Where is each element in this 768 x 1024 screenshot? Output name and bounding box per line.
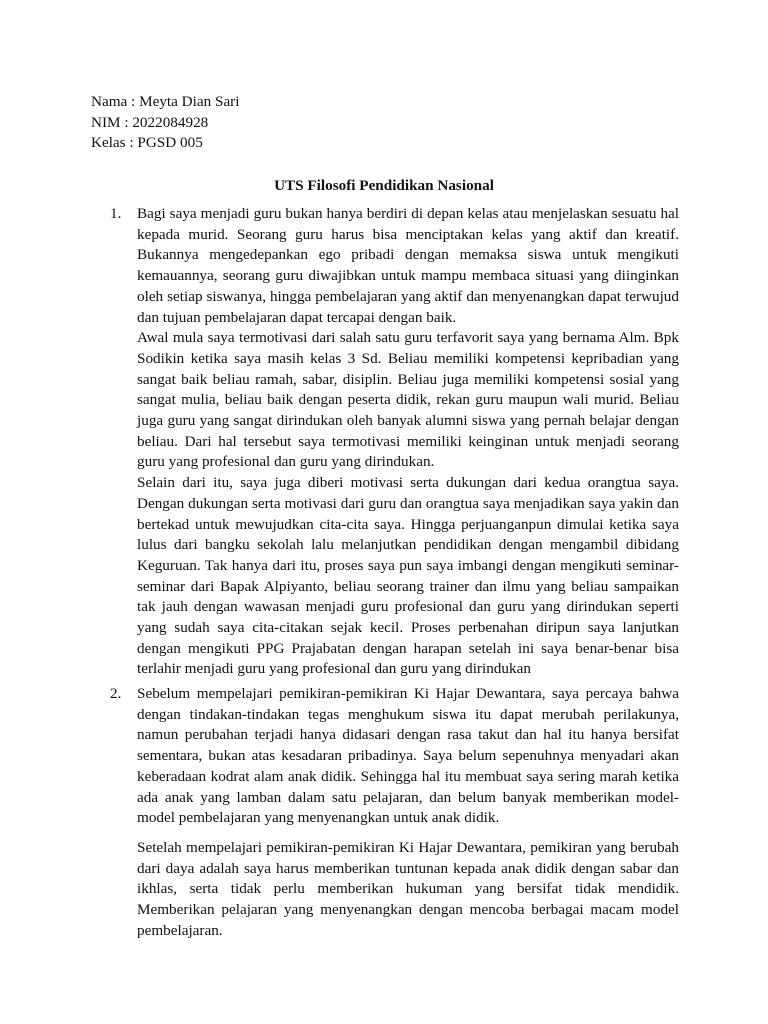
list-number: 1. xyxy=(110,205,122,222)
list-item-2 xyxy=(110,684,679,941)
student-name: Nama : Meyta Dian Sari xyxy=(91,93,240,110)
student-nim: NIM : 2022084928 xyxy=(91,113,209,131)
list-number: 2. xyxy=(110,685,122,702)
paragraph: Awal mula saya termotivasi dari salah satu guru terfavorit saya yang bernama Alm. Bpk Sodikin ketika saya masih kelas 3 Sd. Beliau memiliki kompetensi kepribadian yang sangat baik beliau ramah, sabar, disiplin. Beliau juga memiliki kompetensi sosial yang sangat mulia, beliau baik dengan peserta didik, rekan guru maupun wali murid. Beliau juga guru yang sangat dirindukan oleh banyak alumni siswa yang pernah belajar dengan beliau. Dari hal tersebut saya termotivasi memiliki keinginan untuk menjadi seorang guru yang profesional dan guru yang dirindukan. xyxy=(137,329,679,471)
list-item-1 xyxy=(110,204,679,680)
list-item-body xyxy=(137,684,679,941)
list-item-body xyxy=(137,204,679,680)
student-info xyxy=(91,92,239,154)
paragraph: Sebelum mempelajari pemikiran-pemikiran Ki Hajar Dewantara, saya percaya bahwa dengan tindakan-tindakan tegas menghukum siswa itu dapat merubah perilakunya, namun perubahan terjadi hanya didasari dengan rasa takut dan hal itu hanya bersifat sementara, bukan atas kesadaran pribadinya. Saya belum sepenuhnya menyadari akan keberadaan kodrat alam anak didik. Sehingga hal itu membuat saya sering marah ketika ada anak yang lamban dalam satu pelajaran, dan belum banyak memberikan model-model pembelajaran yang menyenangkan untuk anak didik. xyxy=(137,685,679,827)
paragraph: Bagi saya menjadi guru bukan hanya berdiri di depan kelas atau menjelaskan sesuatu hal kepada murid. Seorang guru harus bisa menciptakan kelas yang aktif dan kreatif. Bukannya mengedepankan ego pribadi dengan memaksa siswa untuk mengikuti kemauannya, seorang guru diwajibkan untuk mampu membaca situasi yang diinginkan oleh setiap siswanya, hingga pembelajaran yang aktif dan menyenangkan dapat terwujud dan tujuan pembelajaran dapat tercapai dengan baik. xyxy=(137,205,679,326)
paragraph: Setelah mempelajari pemikiran-pemikiran Ki Hajar Dewantara, pemikiran yang berubah dari daya adalah saya harus memberikan tuntunan kepada anak didik dengan sabar dan ikhlas, serta tidak perlu memberikan hukuman yang bersifat tidak mendidik. Memberikan pelajaran yang menyenangkan dengan mencoba berbagai macam model pembelajaran. xyxy=(137,838,679,939)
document-title: UTS Filosofi Pendidikan Nasional xyxy=(274,177,494,194)
student-class: Kelas : PGSD 005 xyxy=(91,134,203,152)
paragraph: Selain dari itu, saya juga diberi motivasi serta dukungan dari kedua orangtua saya. Dengan dukungan serta motivasi dari guru dan orangtua saya menjadikan saya yakin dan bertekad untuk mewujudkan cita-cita saya. Hingga perjuanganpun dimulai ketika saya lulus dari bangku sekolah lalu melanjutkan pendidikan dengan mengambil dibidang Keguruan. Tak hanya dari itu, proses saya pun saya imbangi dengan mengikuti seminar-seminar dari Bapak Alpiyanto, beliau seorang trainer dan ilmu yang beliau sampaikan tak jauh dengan wawasan menjadi guru profesional dan guru yang dirindukan seperti yang sudah saya cita-citakan sejak kecil. Proses perbenahan diripun saya lanjutkan dengan mengikuti PPG Prajabatan dengan harapan setelah ini saya benar-benar bisa terlahir menjadi guru yang profesional dan guru yang dirindukan xyxy=(137,474,679,678)
